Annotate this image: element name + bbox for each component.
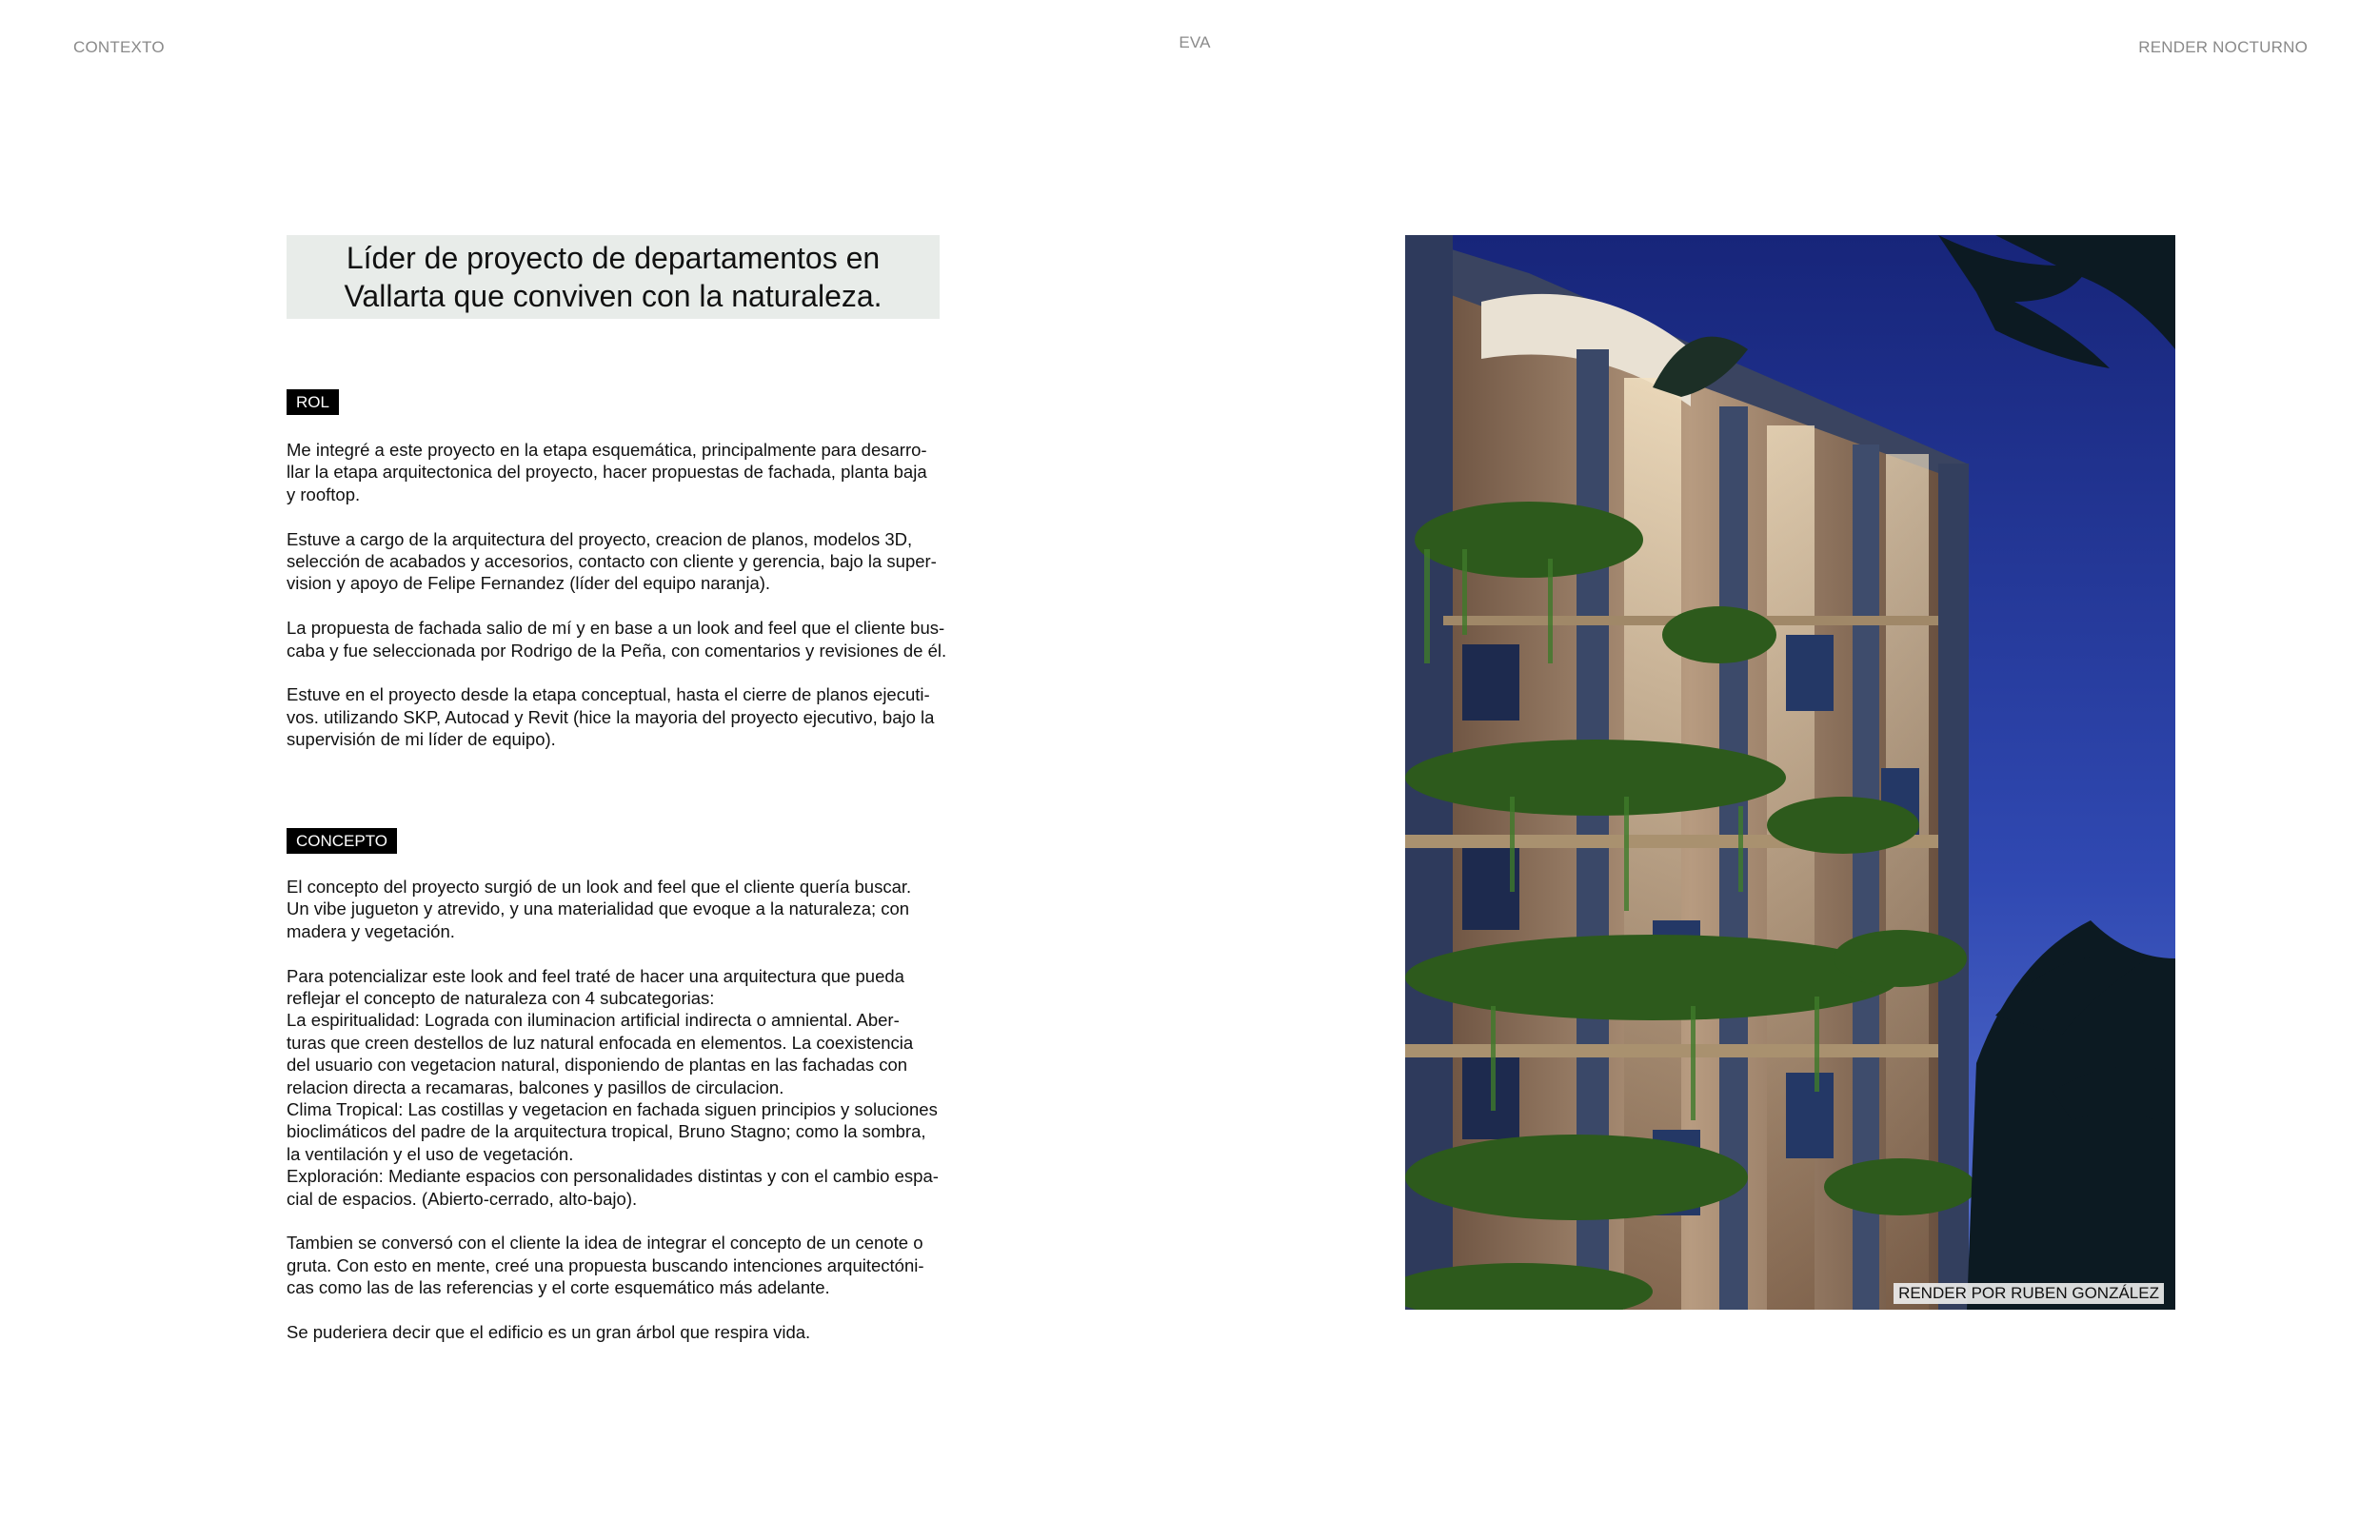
header-section-left: CONTEXTO xyxy=(73,38,165,56)
rol-paragraph: Estuve en el proyecto desde la etapa conceptual, hasta el cierre de planos ejecuti- vos. utilizando SKP, Autocad y Revit (hice la mayoria del proyecto ejecutivo, bajo la supervisión de mi líder de equipo). xyxy=(287,684,935,750)
night-render-image xyxy=(1405,235,2175,1310)
header-section-right: RENDER NOCTURNO xyxy=(2138,38,2308,56)
title-box xyxy=(287,235,940,319)
rol-body xyxy=(287,439,948,773)
page-title: Líder de proyecto de departamentos en Vallarta que conviven con la naturaleza. xyxy=(344,241,883,313)
rol-paragraph: Me integré a este proyecto en la etapa esquemática, principalmente para desarro- llar la etapa arquitectonica del proyecto, hacer propuestas de fachada, planta baja y rooftop. xyxy=(287,440,927,504)
header-project-name: EVA xyxy=(1179,33,1211,51)
render-credit: RENDER POR RUBEN GONZÁLEZ xyxy=(1894,1283,2164,1304)
concepto-label: CONCEPTO xyxy=(287,828,397,854)
concepto-body xyxy=(287,876,948,1366)
concepto-paragraph: Para potencializar este look and feel traté de hacer una arquitectura que pueda reflejar el concepto de naturaleza con 4 subcategorias: La espiritualidad: Lograda con iluminacion artificial indirecta o amniental. Aber- turas que creen destellos de luz natural enfocada en elementos. La coexistencia del usuario con vegetacion natural, disponiendo de plantas en las fachadas con relacion directa a recamaras, balcones y pasillos de circulacion. Clima Tropical: Las costillas y vegetacion en fachada siguen principios y soluciones bioclimáticos del padre de la arquitectura tropical, Bruno Stagno; como la sombra, la ventilación y el uso de vegetación. Exploración: Mediante espacios con personalidades distintas y con el cambio espa- cial de espacios. (Abierto-cerrado, alto-bajo). xyxy=(287,965,939,1209)
rol-paragraph: Estuve a cargo de la arquitectura del proyecto, creacion de planos, modelos 3D, selección de acabados y accesorios, contacto con cliente y gerencia, bajo la super- vision y apoyo de Felipe Fernandez (líder del equipo naranja). xyxy=(287,528,937,594)
rol-paragraph: La propuesta de fachada salio de mí y en base a un look and feel que el cliente bus- caba y fue seleccionada por Rodrigo de la Peña, con comentarios y revisiones de él. xyxy=(287,618,947,661)
render-illustration xyxy=(1405,235,2175,1310)
concepto-paragraph: Tambien se conversó con el cliente la idea de integrar el concepto de un cenote o gruta. Con esto en mente, creé una propuesta buscando intenciones arquitectóni- cas como las de las referencias y el corte esquemático más adelante. xyxy=(287,1233,924,1298)
concepto-paragraph: El concepto del proyecto surgió de un look and feel que el cliente quería buscar. Un vibe jugueton y atrevido, y una materialidad que evoque a la naturaleza; con madera y vegetación. xyxy=(287,877,912,941)
concepto-paragraph: Se puderiera decir que el edificio es un gran árbol que respira vida. xyxy=(287,1322,811,1343)
rol-label: ROL xyxy=(287,389,339,415)
